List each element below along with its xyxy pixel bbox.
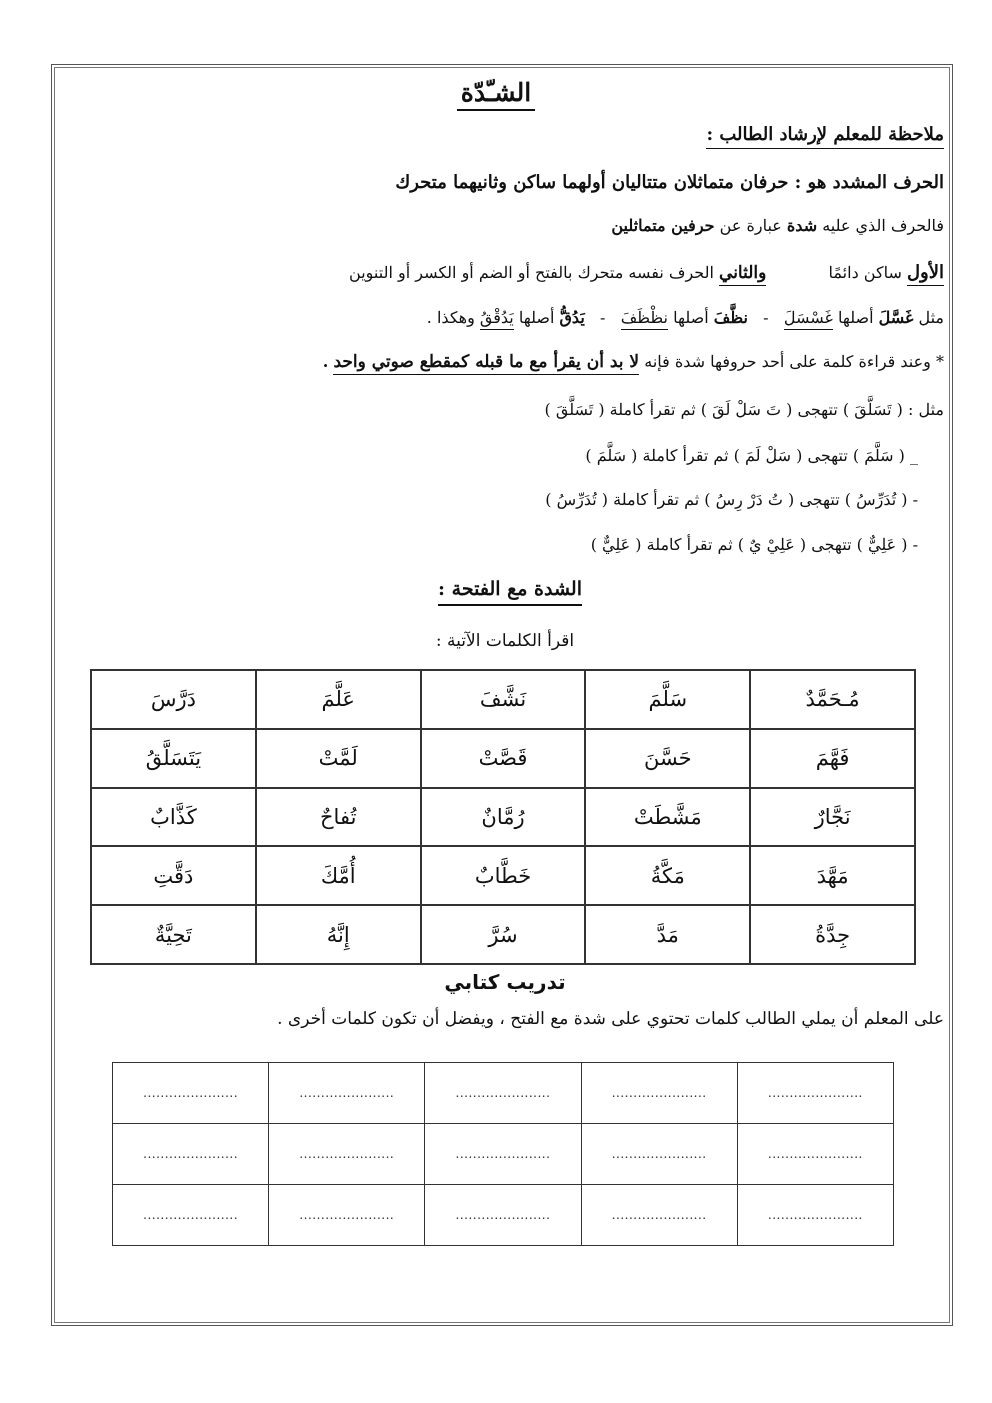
blank-cell: ...................... [113,1063,269,1124]
word-cell: رُمَّانٌ [421,788,586,847]
explanation-line-2: الأول ساكن دائمًا والثاني الحرف نفسه متحرك بالفتح أو الضم أو الكسر أو التنوين [349,262,944,283]
blank-cell: ...................... [269,1124,425,1185]
word-table [90,669,916,965]
writing-drill-heading: تدريب كتابي [444,970,566,994]
word-cell: دَرَّسَ [91,670,256,729]
word-cell: مَشَّطَتْ [585,788,750,847]
blank-cell: ...................... [737,1185,893,1246]
table-row [91,729,915,788]
section-heading: الشدة مع الفتحة : [0,578,992,600]
blank-cell: ...................... [113,1124,269,1185]
blank-cell: ...................... [269,1185,425,1246]
word-cell: نَشَّفَ [421,670,586,729]
blank-writing-table [112,1062,894,1246]
blank-cell: ...................... [737,1124,893,1185]
blank-row [113,1063,894,1124]
example-line-2: _ ( سَلَّمَ ) تتهجى ( سَلْ لَمَ ) ثم تقرأ كاملة ( سَلَّمَ ) [585,446,918,465]
word-cell: فَهَّمَ [750,729,915,788]
read-instruction: اقرأ الكلمات الآتية : [435,631,575,651]
word-cell: مَهَّدَ [750,846,915,905]
blank-cell: ...................... [581,1063,737,1124]
table-row [91,788,915,847]
word-cell: دَقَّتِ [91,846,256,905]
word-cell: مَدَّ [585,905,750,964]
word-cell: حَسَّنَ [585,729,750,788]
blank-cell: ...................... [581,1185,737,1246]
example-line-1: مثل : ( تَسَلَّقَ ) تتهجى ( تَ سَلْ لَقَ ) ثم تقرأ كاملة ( تَسَلَّقَ ) [544,400,944,419]
word-cell: مُـحَمَّدٌ [750,670,915,729]
word-cell: قَصَّتْ [421,729,586,788]
blank-row [113,1185,894,1246]
word-cell: جِدَّةُ [750,905,915,964]
word-cell: سُرَّ [421,905,586,964]
blank-cell: ...................... [737,1063,893,1124]
word-cell: تَحِيَّةٌ [91,905,256,964]
word-cell: يَتَسَلَّقُ [91,729,256,788]
word-cell: إِنَّهُ [256,905,421,964]
blank-cell: ...................... [269,1063,425,1124]
table-row [91,905,915,964]
word-cell: لَمَّتْ [256,729,421,788]
explanation-line-3: مثل غَسَّلَ أصلها غَسْسَلَ - نظَّفَ أصلها نظْظَفَ - يَدُقُّ أصلها يَدُقْقُ وهكذا . [427,308,944,327]
blank-cell: ...................... [425,1185,581,1246]
example-line-4: - ( عَلِيٌّ ) تتهجى ( عَلِيْ يٌ ) ثم تقرأ كاملة ( عَلِيٌّ ) [590,535,918,554]
page-title: الشـّدّة [0,78,992,107]
blank-row [113,1124,894,1185]
word-cell: سَلَّمَ [585,670,750,729]
word-cell: خَطَّابٌ [421,846,586,905]
word-cell: كَذَّابٌ [91,788,256,847]
blank-cell: ...................... [425,1124,581,1185]
teacher-note-heading: ملاحظة للمعلم لإرشاد الطالب : [706,124,944,145]
word-cell: نَجَّارٌ [750,788,915,847]
example-line-3: - ( تُدَرِّسُ ) تتهجى ( تُ دَرْ رِسُ ) ثم تقرأ كاملة ( تُدَرِّسُ ) [545,490,918,509]
reading-rule-line: * وعند قراءة كلمة على أحد حروفها شدة فإنه لا بد أن يقرأ مع ما قبله كمقطع صوتي واحد . [323,352,944,372]
definition-line: الحرف المشدد هو : حرفان متماثلان متتاليان أولهما ساكن وثانيهما متحرك [395,172,944,193]
blank-cell: ...................... [581,1124,737,1185]
table-row [91,846,915,905]
table-row [91,670,915,729]
word-cell: مَكَّةُ [585,846,750,905]
blank-cell: ...................... [113,1185,269,1246]
writing-drill-instruction: على المعلم أن يملي الطالب كلمات تحتوي على شدة مع الفتح ، ويفضل أن تكون كلمات أخرى . [277,1009,944,1029]
word-cell: تُفاحٌ [256,788,421,847]
word-cell: أُمَّكَ [256,846,421,905]
blank-cell: ...................... [425,1063,581,1124]
explanation-line-1: فالحرف الذي عليه شدة عبارة عن حرفين متماثلين [611,216,944,235]
word-cell: عَلَّمَ [256,670,421,729]
